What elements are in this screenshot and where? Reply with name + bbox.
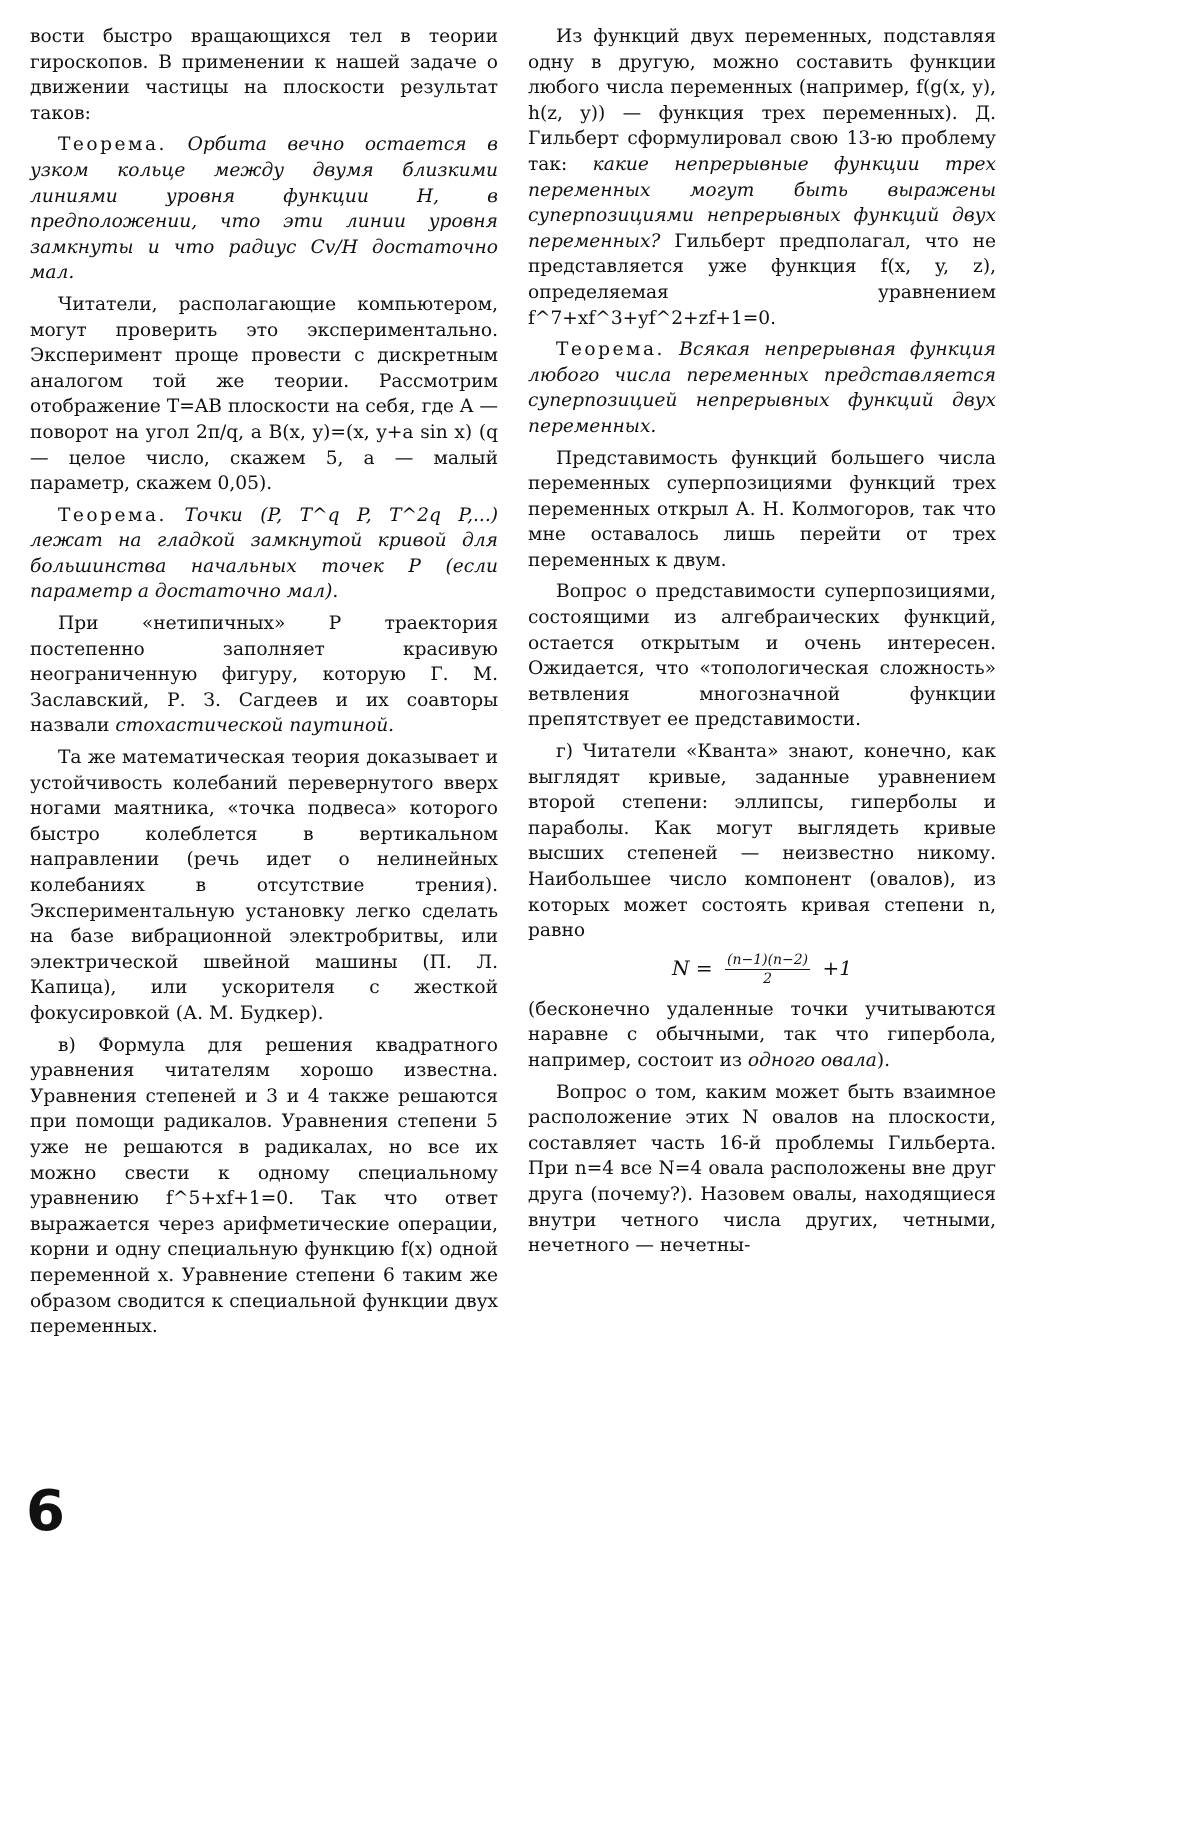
- theorem-label: Теорема.: [556, 339, 665, 361]
- paragraph-text: Гильберт предполагал, что не представляется уже функция f(x, y, z), определяемая уравнением f^7+xf^3+yf^2+zf+1=0.: [528, 230, 996, 329]
- formula-lhs: N =: [672, 955, 713, 980]
- theorem-label: Теорема.: [58, 504, 167, 526]
- paragraph: Вопрос о представимости суперпозициями, состоящими из алгебраических функций, остается открытым и очень интересен. Ожидается, что «топологическая сложность» ветвления многозначной функции препятствует ее представимости.: [528, 581, 996, 731]
- italic-term: одного овала: [747, 1049, 877, 1071]
- italic-term: стохастической паутиной.: [115, 715, 395, 737]
- paragraph: Та же математическая теория доказывает и устойчивость колебаний перевернутого вверх ногами маятника, «точка подвеса» которого быстро колеблется в вертикальном направлении (речь идет о нелинейных колебаниях в отсутствие трения). Экспериментальную установку легко сделать на базе вибрационной электробритвы, или электрической швейной машины (П. Л. Капица), или ускорителя с жесткой фокусировкой (А. М. Будкер).: [30, 747, 498, 1024]
- paragraph: [528, 997, 996, 1074]
- formula-rhs: +1: [822, 955, 852, 980]
- right-column: [528, 24, 996, 1265]
- paragraph: Вопрос о том, каким может быть взаимное расположение этих N овалов на плоскости, составляет часть 16-й проблемы Гильберта. При n=4 все N=4 овала расположены вне друг друга (почему?). Назовем овалы, находящиеся внутри четного числа других, четными, нечетного — нечетны-: [528, 1081, 996, 1257]
- formula-denominator: 2: [763, 970, 773, 987]
- left-column: [30, 24, 498, 1346]
- theorem-text: Точки (P, T^q P, T^2q P,...) лежат на гладкой замкнутой кривой для большинства начальных точек P (если параметр a достаточно мал).: [30, 504, 498, 603]
- ovals-formula: [528, 952, 996, 987]
- paragraph: [30, 611, 498, 739]
- paragraph: в) Формула для решения квадратного уравнения читателям хорошо известна. Уравнения степеней и 3 и 4 также решаются при помощи радикалов. Уравнения степени 5 уже не решаются в радикалах, но все их можно свести к одному специальному уравнению f^5+xf+1=0. Так что ответ выражается через арифметические операции, корни и одну специальную функцию f(x) одной переменной x. Уравнение степени 6 таким же образом сводится к специальной функции двух переменных.: [30, 1034, 498, 1338]
- paragraph-text: ).: [876, 1049, 891, 1071]
- formula-fraction: [725, 952, 810, 987]
- theorem-text: Орбита вечно остается в узком кольце между двумя близкими линиями уровня функции H, в предположении, что эти линии уровня замкнуты и что радиус Cv/H достаточно мал.: [30, 134, 498, 284]
- theorem-paragraph: [528, 337, 996, 439]
- paragraph: [528, 24, 996, 331]
- paragraph-text: (бесконечно удаленные точки учитываются наравне с обычными, так что гипербола, например, состоит из: [528, 998, 996, 1071]
- paragraph: Представимость функций большего числа переменных суперпозициями функций трех переменных открыл А. Н. Колмогоров, так что мне оставалось лишь перейти от трех переменных к двум.: [528, 447, 996, 571]
- paragraph: г) Читатели «Кванта» знают, конечно, как выглядят кривые, заданные уравнением второй степени: эллипсы, гиперболы и параболы. Как могут выглядеть кривые высших степеней — неизвестно никому. Наибольшее число компонент (овалов), из которых может состоять кривая степени n, равно: [528, 741, 996, 942]
- formula-numerator: (n−1)(n−2): [726, 951, 809, 968]
- italic-question: какие непрерывные функции трех переменных могут быть выражены суперпозициями непрерывных функций двух переменных?: [528, 153, 996, 252]
- page-number: 6: [26, 1479, 65, 1544]
- paragraph: Читатели, располагающие компьютером, могут проверить это экспериментально. Эксперимент проще провести с дискретным аналогом той же теории. Рассмотрим отображение T=AB плоскости на себя, где A — поворот на угол 2π/q, а B(x, y)=(x, y+a sin x) (q — целое число, скажем 5, a — малый параметр, скажем 0,05).: [30, 293, 498, 495]
- theorem-text: Всякая непрерывная функция любого числа переменных представляется суперпозицией непрерывных функций двух переменных.: [528, 339, 996, 437]
- paragraph-text: При «нетипичных» P траектория постепенно заполняет красивую неограниченную фигуру, которую Г. М. Заславский, Р. З. Сагдеев и их соавторы назвали: [30, 613, 498, 737]
- theorem-paragraph: [30, 132, 498, 286]
- theorem-paragraph: [30, 503, 498, 605]
- theorem-label: Теорема.: [58, 134, 167, 156]
- paragraph: вости быстро вращающихся тел в теории гироскопов. В применении к нашей задаче о движении частицы на плоскости результат таков:: [30, 26, 498, 124]
- paragraph-text: Из функций двух переменных, подставляя одну в другую, можно составить функции любого числа переменных (например, f(g(x, y), h(z, y)) — функция трех переменных). Д. Гильберт сформулировал свою 13-ю проблему так:: [528, 26, 996, 175]
